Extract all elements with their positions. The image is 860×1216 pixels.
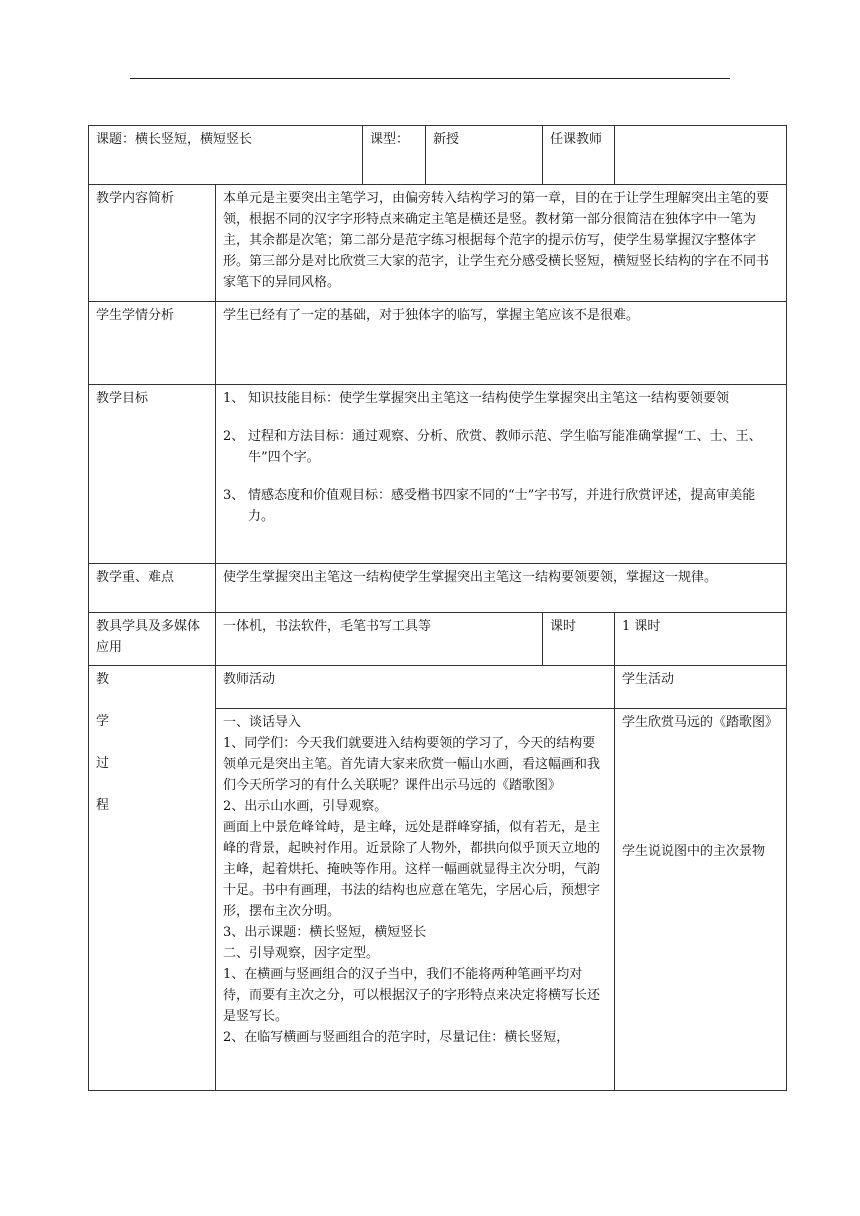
key-points-text: 使学生掌握突出主笔这一结构使学生掌握突出主笔这一结构要领要领，掌握这一规律。	[216, 564, 787, 613]
student-paragraph: 学生说说图中的主次景物	[622, 844, 766, 859]
teacher-paragraph: 二、引导观察，因字定型。	[223, 946, 380, 961]
learner-analysis-text: 学生已经有了一定的基础，对于独体字的临写，掌握主笔应该不是很难。	[216, 302, 787, 385]
process-label	[89, 666, 216, 1091]
teacher-paragraph: 一、谈话导入	[223, 715, 302, 730]
teacher-paragraph: 2、在临写横画与竖画组合的范字时，尽量记住：横长竖短，	[223, 1030, 570, 1045]
objective-text: 知识技能目标：使学生掌握突出主笔这一结构使学生掌握突出主笔这一结构要领要领	[248, 391, 730, 406]
teacher-activity-text	[216, 709, 615, 1091]
teacher-paragraph: 2、出示山水画，引导观察。	[223, 799, 388, 814]
objective-number: 3、	[223, 488, 245, 503]
objectives-row	[89, 385, 787, 564]
process-header-row	[89, 666, 787, 709]
teacher-paragraph: 1、在横画与竖画组合的汉子当中，我们不能将两种笔画平均对待，而要有主次之分，可以根据汉子的字形特点来决定将横写长还是竖写长。	[223, 967, 601, 1024]
process-label-char: 过	[96, 756, 110, 771]
process-label-char: 学	[96, 714, 110, 729]
objective-text: 情感态度和价值观目标：感受楷书四家不同的“士”字书写，并进行欣赏评述，提高审美能力。	[248, 488, 756, 524]
student-paragraph: 学生欣赏马远的《踏歌图》	[622, 715, 779, 730]
teacher-label: 任课教师	[543, 126, 615, 185]
objectives-list	[216, 385, 787, 564]
learner-analysis-label: 学生学情分析	[89, 302, 216, 385]
lesson-plan-table	[88, 125, 787, 1091]
header-row	[89, 126, 787, 185]
teacher-paragraph: 1、同学们：今天我们就要进入结构要领的学习了，今天的结构要领单元是突出主笔。首先请大家来欣赏一幅山水画，看这幅画和我们今天所学习的有什么关联呢？课件出示马远的《踏歌图》	[223, 736, 601, 793]
lesson-type-value: 新授	[426, 126, 543, 185]
student-activity-header: 学生活动	[615, 666, 787, 709]
student-spacer	[622, 733, 780, 841]
process-label-char: 教	[96, 672, 110, 687]
teacher-paragraph: 3、出示课题：横长竖短，横短竖长	[223, 925, 427, 940]
learner-analysis-row	[89, 302, 787, 385]
objective-item	[223, 485, 780, 527]
objective-number: 1、	[223, 391, 245, 406]
content-summary-row	[89, 185, 787, 302]
key-points-row	[89, 564, 787, 613]
tools-row	[89, 613, 787, 666]
student-activity-text	[615, 709, 787, 1091]
teacher-activity-header: 教师活动	[216, 666, 615, 709]
tools-text: 一体机，书法软件，毛笔书写工具等	[216, 613, 543, 666]
process-label-char: 程	[96, 798, 110, 813]
content-summary-text: 本单元是主要突出主笔学习，由偏旁转入结构学习的第一章，目的在于让学生理解突出主笔的要领，根据不同的汉字字形特点来确定主笔是横还是竖。教材第一部分很简洁在独体字中一笔为主，其余都是次笔；第二部分是范字练习根据每个范字的提示仿写，使学生易掌握汉字整体字形。第三部分是对比欣赏三大家的范字，让学生充分感受横长竖短，横短竖长结构的字在不同书家笔下的异同风格。	[216, 185, 787, 302]
header-rule	[130, 78, 730, 79]
key-points-label: 教学重、难点	[89, 564, 216, 613]
period-label: 课时	[543, 613, 615, 666]
objective-item	[223, 388, 780, 409]
tools-label: 教具学具及多媒体应用	[89, 613, 216, 666]
lesson-type-label: 课型：	[363, 126, 426, 185]
period-value: 1 课时	[615, 613, 787, 666]
objective-number: 2、	[223, 429, 245, 444]
objectives-label: 教学目标	[89, 385, 216, 564]
objective-item	[223, 426, 780, 468]
teacher-paragraph: 画面上中景危峰耸峙，是主峰，远处是群峰穿插，似有若无，是主峰的背景，起映衬作用。近景除了人物外，都拱向似乎顶天立地的主峰，起着烘托、掩映等作用。这样一幅画就显得主次分明，气韵十足。书中有画理，书法的结构也应意在笔先，字居心后，预想字形，摆布主次分明。	[223, 820, 601, 919]
objective-text: 过程和方法目标：通过观察、分析、欣赏、教师示范、学生临写能准确掌握“工、士、王、牛”四个字。	[248, 429, 762, 465]
teacher-value	[615, 126, 787, 185]
topic-cell: 课题：横长竖短，横短竖长	[89, 126, 363, 185]
content-summary-label: 教学内容简析	[89, 185, 216, 302]
